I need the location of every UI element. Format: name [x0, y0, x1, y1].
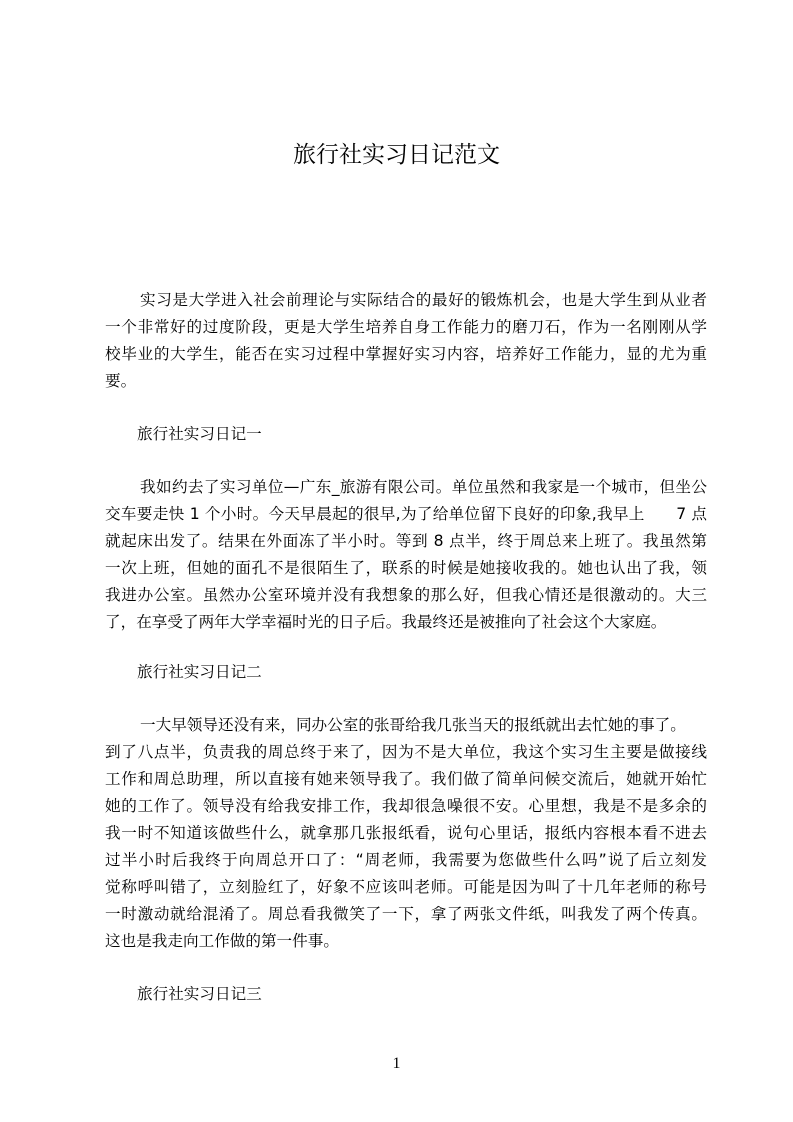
paragraph-line: 要。	[105, 372, 137, 390]
page-number: 1	[392, 1055, 401, 1072]
section-heading-3: 旅行社实习日记三	[137, 985, 262, 1003]
paragraph-line: 过半小时后我终于向周总开口了：“周老师，我需要为您做些什么吗”说了后立刻发	[105, 851, 707, 869]
section-1-paragraph	[105, 474, 707, 636]
paragraph-line: 校毕业的大学生，能否在实习过程中掌握好实习内容，培养好工作能力，显的尤为重	[105, 345, 707, 363]
paragraph-line: 我一时不知道该做些什么，就拿那几张报纸看，说句心里话，报纸内容根本看不进去	[105, 824, 707, 842]
paragraph-line: 到了八点半，负责我的周总终于来了，因为不是大单位，我这个实习生主要是做接线	[105, 743, 707, 761]
paragraph-line: 就起床出发了。结果在外面冻了半小时。等到 8 点半，终于周总来上班了。我虽然第	[105, 532, 707, 550]
paragraph-line: 这也是我走向工作做的第一件事。	[105, 932, 339, 950]
document-title: 旅行社实习日记范文	[293, 142, 500, 168]
section-heading-2: 旅行社实习日记二	[137, 663, 262, 681]
section-heading-1: 旅行社实习日记一	[137, 425, 262, 443]
section-2-paragraph	[105, 712, 707, 955]
paragraph-line: 觉称呼叫错了，立刻脸红了，好象不应该叫老师。可能是因为叫了十几年老师的称号	[105, 878, 707, 896]
paragraph-line: 工作和周总助理，所以直接有她来领导我了。我们做了简单问候交流后，她就开始忙	[105, 770, 707, 788]
paragraph-line: 我进办公室。虽然办公室环境并没有我想象的那么好，但我心情还是很激动的。大三	[105, 586, 707, 604]
intro-paragraph	[105, 287, 707, 395]
paragraph-line: 一次上班，但她的面孔不是很陌生了，联系的时候是她接收我的。她也认出了我，领	[105, 559, 707, 577]
paragraph-line: 一大早领导还没有来，同办公室的张哥给我几张当天的报纸就出去忙她的事了。	[140, 716, 686, 734]
paragraph-line: 实习是大学进入社会前理论与实际结合的最好的锻炼机会，也是大学生到从业者	[140, 291, 707, 309]
paragraph-line: 交车要走快 1 个小时。今天早晨起的很早,为了给单位留下良好的印象,我早上 7 点	[105, 505, 707, 523]
paragraph-line: 她的工作了。领导没有给我安排工作，我却很急噪很不安。心里想，我是不是多余的	[105, 797, 707, 815]
paragraph-line: 一时激动就给混淆了。周总看我微笑了一下，拿了两张文件纸，叫我发了两个传真。	[105, 905, 707, 923]
paragraph-line: 我如约去了实习单位—广东_旅游有限公司。单位虽然和我家是一个城市，但坐公	[140, 478, 707, 496]
paragraph-line: 一个非常好的过度阶段，更是大学生培养自身工作能力的磨刀石，作为一名刚刚从学	[105, 318, 707, 336]
paragraph-line: 了，在享受了两年大学幸福时光的日子后。我最终还是被推向了社会这个大家庭。	[105, 613, 667, 631]
